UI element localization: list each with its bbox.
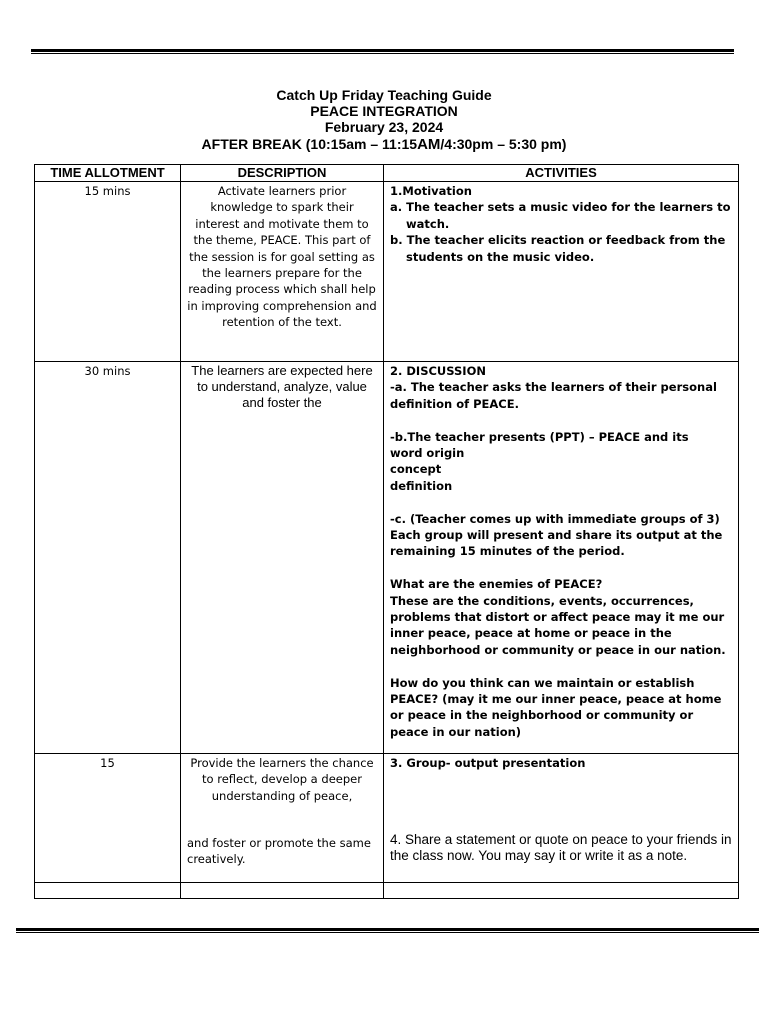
table-row [35, 182, 739, 362]
top-rule [31, 49, 734, 54]
table-header-row [35, 165, 739, 182]
bottom-rule [16, 928, 759, 933]
teaching-guide-table [34, 164, 739, 899]
description-top: Provide the learners the chance to reflect, develop a deeper understanding of peace, [190, 756, 374, 803]
spacer [390, 412, 732, 428]
empty-cell [35, 883, 181, 899]
activity-item: 4. Share a statement or quote on peace to your friends in the class now. You may say it or write it as a note. [390, 832, 732, 863]
schedule-prefix: AFTER BREAK ( [201, 136, 311, 152]
activities-cell [384, 754, 739, 883]
activity-subitem: definition [390, 478, 453, 493]
header-title: Catch Up Friday Teaching Guide [276, 87, 492, 103]
table-row [35, 754, 739, 883]
empty-cell [181, 883, 384, 899]
time-cell: 30 mins [35, 362, 181, 754]
header-time-allotment: TIME ALLOTMENT [35, 165, 181, 182]
description-cell [181, 754, 384, 883]
header-date: February 23, 2024 [324, 119, 444, 135]
activity-title: 2. DISCUSSION [390, 364, 486, 378]
activity-title: 1.Motivation [390, 184, 472, 198]
description-cell: Activate learners prior knowledge to spark their interest and motivate them to the theme, PEACE. This part of the session is for goal setting as the learners prepare for the reading process which shall help in improving comprehension and retention of the text. [181, 182, 384, 362]
activity-question: How do you think can we maintain or establish PEACE? (may it me our inner peace, peace at home or peace in the neighborhood or community or peace in our nation) [390, 675, 722, 739]
table-row-empty [35, 883, 739, 899]
activity-item: -b.The teacher presents (PPT) – PEACE and its [390, 429, 689, 444]
activity-answer: These are the conditions, events, occurrences, problems that distort or affect peace may it me our inner peace, peace at home or peace in the neighborhood or community or peace in our nation. [390, 593, 726, 657]
empty-cell [384, 883, 739, 899]
spacer [390, 560, 732, 576]
activity-item: b. The teacher elicits reaction or feedback from the students on the music video. [390, 233, 726, 264]
header-subtitle: PEACE INTEGRATION [310, 103, 458, 119]
spacer [390, 494, 732, 510]
activity-item: a. The teacher sets a music video for the learners to watch. [390, 200, 731, 231]
schedule-time-a: 10:15am – 11:15 [310, 136, 418, 152]
schedule-time-b: /4:30pm – 5:30 pm) [440, 136, 567, 152]
activities-cell [384, 362, 739, 754]
description-cell: The learners are expected here to understand, analyze, value and foster the [181, 362, 384, 754]
header-activities: ACTIVITIES [384, 165, 739, 182]
description-bottom: and foster or promote the same creatively. [187, 836, 371, 867]
document-header [0, 87, 768, 154]
activity-question: What are the enemies of PEACE? [390, 577, 603, 592]
activity-item: -c. (Teacher comes up with immediate groups of 3) Each group will present and share its output at the remaining 15 minutes of the period. [390, 511, 723, 559]
activity-item: -a. The teacher asks the learners of their personal definition of PEACE. [390, 380, 717, 411]
time-cell: 15 [35, 754, 181, 883]
time-cell: 15 mins [35, 182, 181, 362]
spacer [390, 658, 732, 674]
activities-cell [384, 182, 739, 362]
table-row [35, 362, 739, 754]
activity-title: 3. Group- output presentation [390, 756, 586, 770]
activity-subitem: concept [390, 462, 442, 477]
header-schedule [0, 135, 768, 154]
schedule-am: AM [417, 136, 441, 153]
activity-subitem: word origin [390, 446, 465, 461]
header-description: DESCRIPTION [181, 165, 384, 182]
